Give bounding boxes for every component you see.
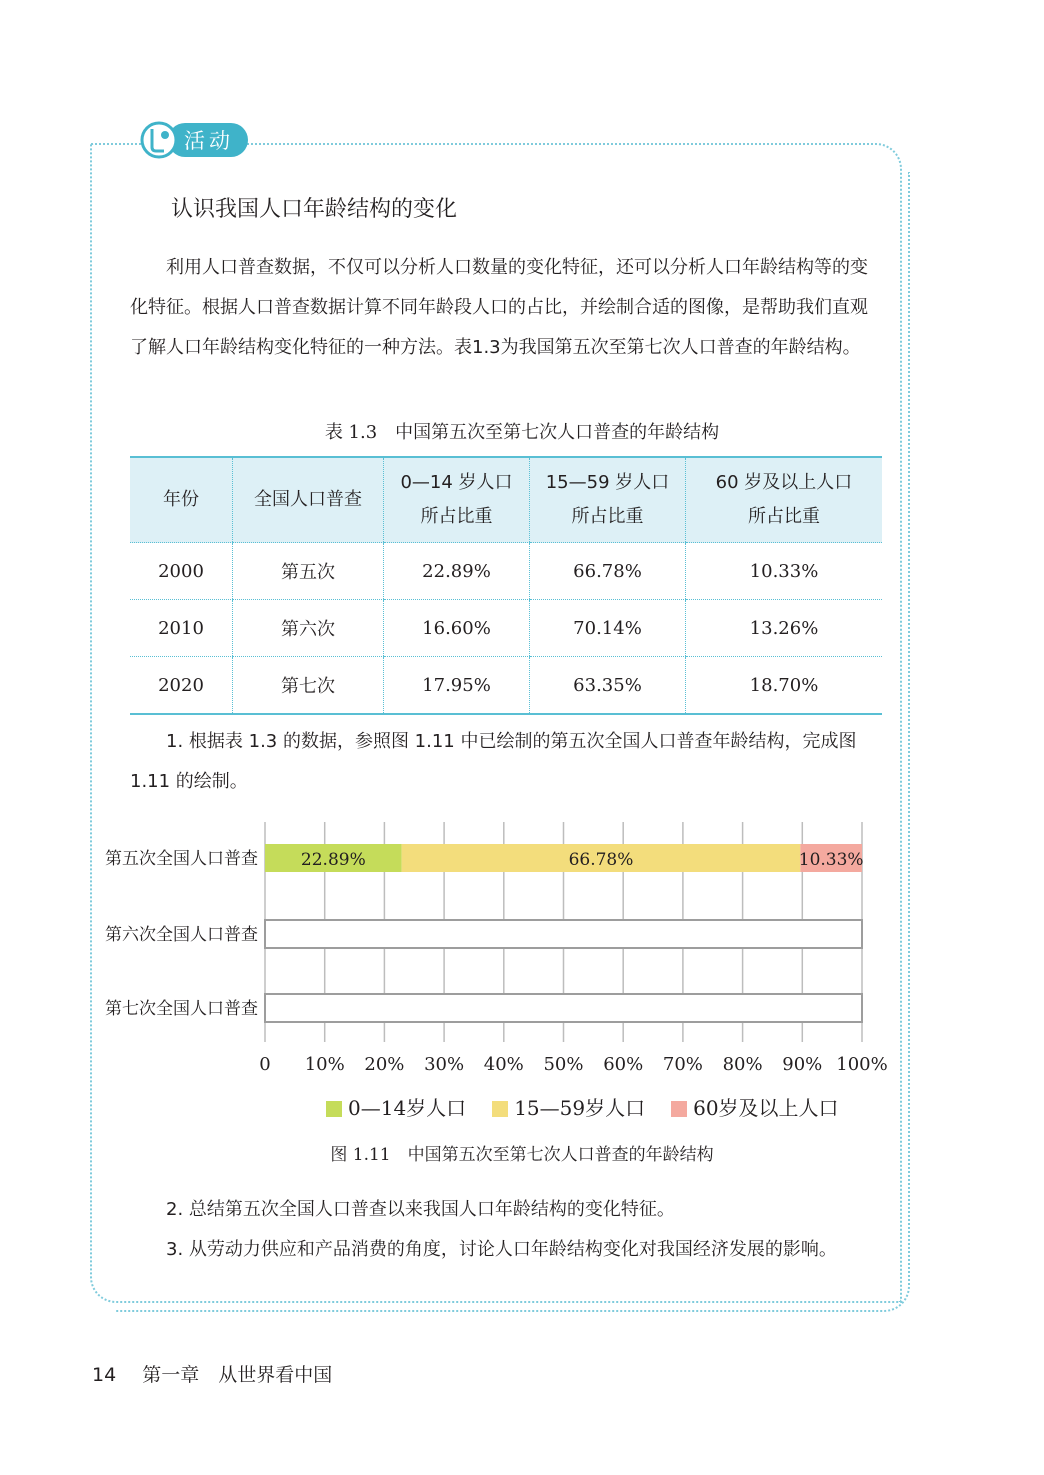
magnifier-icon [140,121,178,159]
task-3-text: 3. 从劳动力供应和产品消费的角度，讨论人口年龄结构变化对我国经济发展的影响。 [166,1239,837,1260]
cell-60-plus: 10.33% [686,543,883,600]
header-0-14: 0—14 岁人口 所占比重 [384,457,530,543]
header-year: 年份 [130,457,233,543]
x-tick-label: 100% [836,1054,888,1075]
category-label: 第五次全国人口普查 [105,849,258,869]
x-tick-label: 70% [662,1054,703,1075]
table-row [130,543,882,600]
task-2 [130,1190,870,1230]
census-table [130,456,882,715]
intro-paragraph [130,248,870,368]
legend-swatch [492,1101,508,1117]
x-tick-label: 50% [543,1054,584,1075]
header-15-59: 15—59 岁人口 所占比重 [530,457,686,543]
task-1 [130,722,870,802]
category-label: 第六次全国人口普查 [105,925,258,945]
task-2-text: 2. 总结第五次全国人口普查以来我国人口年龄结构的变化特征。 [166,1199,675,1220]
legend-item [492,1092,645,1121]
x-tick-label: 0 [259,1054,271,1075]
activity-title: 认识我国人口年龄结构的变化 [171,197,458,222]
cell-year: 2000 [130,543,233,600]
x-tick-label: 20% [364,1054,405,1075]
badge-label: 活动 [168,123,248,157]
x-tick-label: 90% [782,1054,823,1075]
x-tick-label: 80% [722,1054,763,1075]
table-row [130,657,882,715]
x-tick-label: 10% [304,1054,345,1075]
legend-item [326,1092,466,1121]
cell-census: 第七次 [233,657,384,715]
chapter-title: 第一章 从世界看中国 [142,1364,333,1386]
age-structure-chart [0,810,1044,1090]
x-tick-label: 40% [483,1054,524,1075]
table-caption: 表 1.3 中国第五次至第七次人口普查的年龄结构 [324,422,720,443]
cell-15-59: 70.14% [530,600,686,657]
legend-swatch [326,1101,342,1117]
empty-bar [265,994,862,1022]
legend-label: 15—59岁人口 [514,1096,646,1120]
intro-text: 利用人口普查数据，不仅可以分析人口数量的变化特征，还可以分析人口年龄结构等的变化特征。根据人口普查数据计算不同年龄段人口的占比，并绘制合适的图像，是帮助我们直观了解人口年龄结构变化特征的一种方法。表1.3为我国第五次至第七次人口普查的年龄结构。 [130,257,868,358]
cell-census: 第五次 [233,543,384,600]
legend-swatch [671,1101,687,1117]
legend-label: 60岁及以上人口 [693,1096,839,1120]
x-tick-label: 30% [424,1054,465,1075]
cell-15-59: 66.78% [530,543,686,600]
cell-60-plus: 13.26% [686,600,883,657]
header-census: 全国人口普查 [233,457,384,543]
category-label: 第七次全国人口普查 [105,999,258,1019]
legend-item [671,1092,838,1121]
cell-year: 2020 [130,657,233,715]
legend-label: 0—14岁人口 [348,1096,467,1120]
x-tick-label: 60% [603,1054,644,1075]
bar-data-label: 10.33% [798,850,864,870]
bar-data-label: 22.89% [300,850,366,870]
empty-bar [265,920,862,948]
table-header-row [130,457,882,543]
cell-0-14: 16.60% [384,600,530,657]
cell-60-plus: 18.70% [686,657,883,715]
figure-caption: 图 1.11 中国第五次至第七次人口普查的年龄结构 [330,1145,714,1165]
task-3 [130,1230,870,1270]
header-60-plus: 60 岁及以上人口 所占比重 [686,457,883,543]
page-footer [92,1360,332,1387]
bar-data-label: 66.78% [568,850,634,870]
cell-0-14: 17.95% [384,657,530,715]
cell-census: 第六次 [233,600,384,657]
page-number: 14 [92,1364,117,1386]
chart-legend [326,1092,839,1121]
activity-badge [140,118,248,162]
cell-year: 2010 [130,600,233,657]
cell-15-59: 63.35% [530,657,686,715]
cell-0-14: 22.89% [384,543,530,600]
task-1-text: 1. 根据表 1.3 的数据，参照图 1.11 中已绘制的第五次全国人口普查年龄结构，完成图 1.11 的绘制。 [130,731,857,792]
table-row [130,600,882,657]
